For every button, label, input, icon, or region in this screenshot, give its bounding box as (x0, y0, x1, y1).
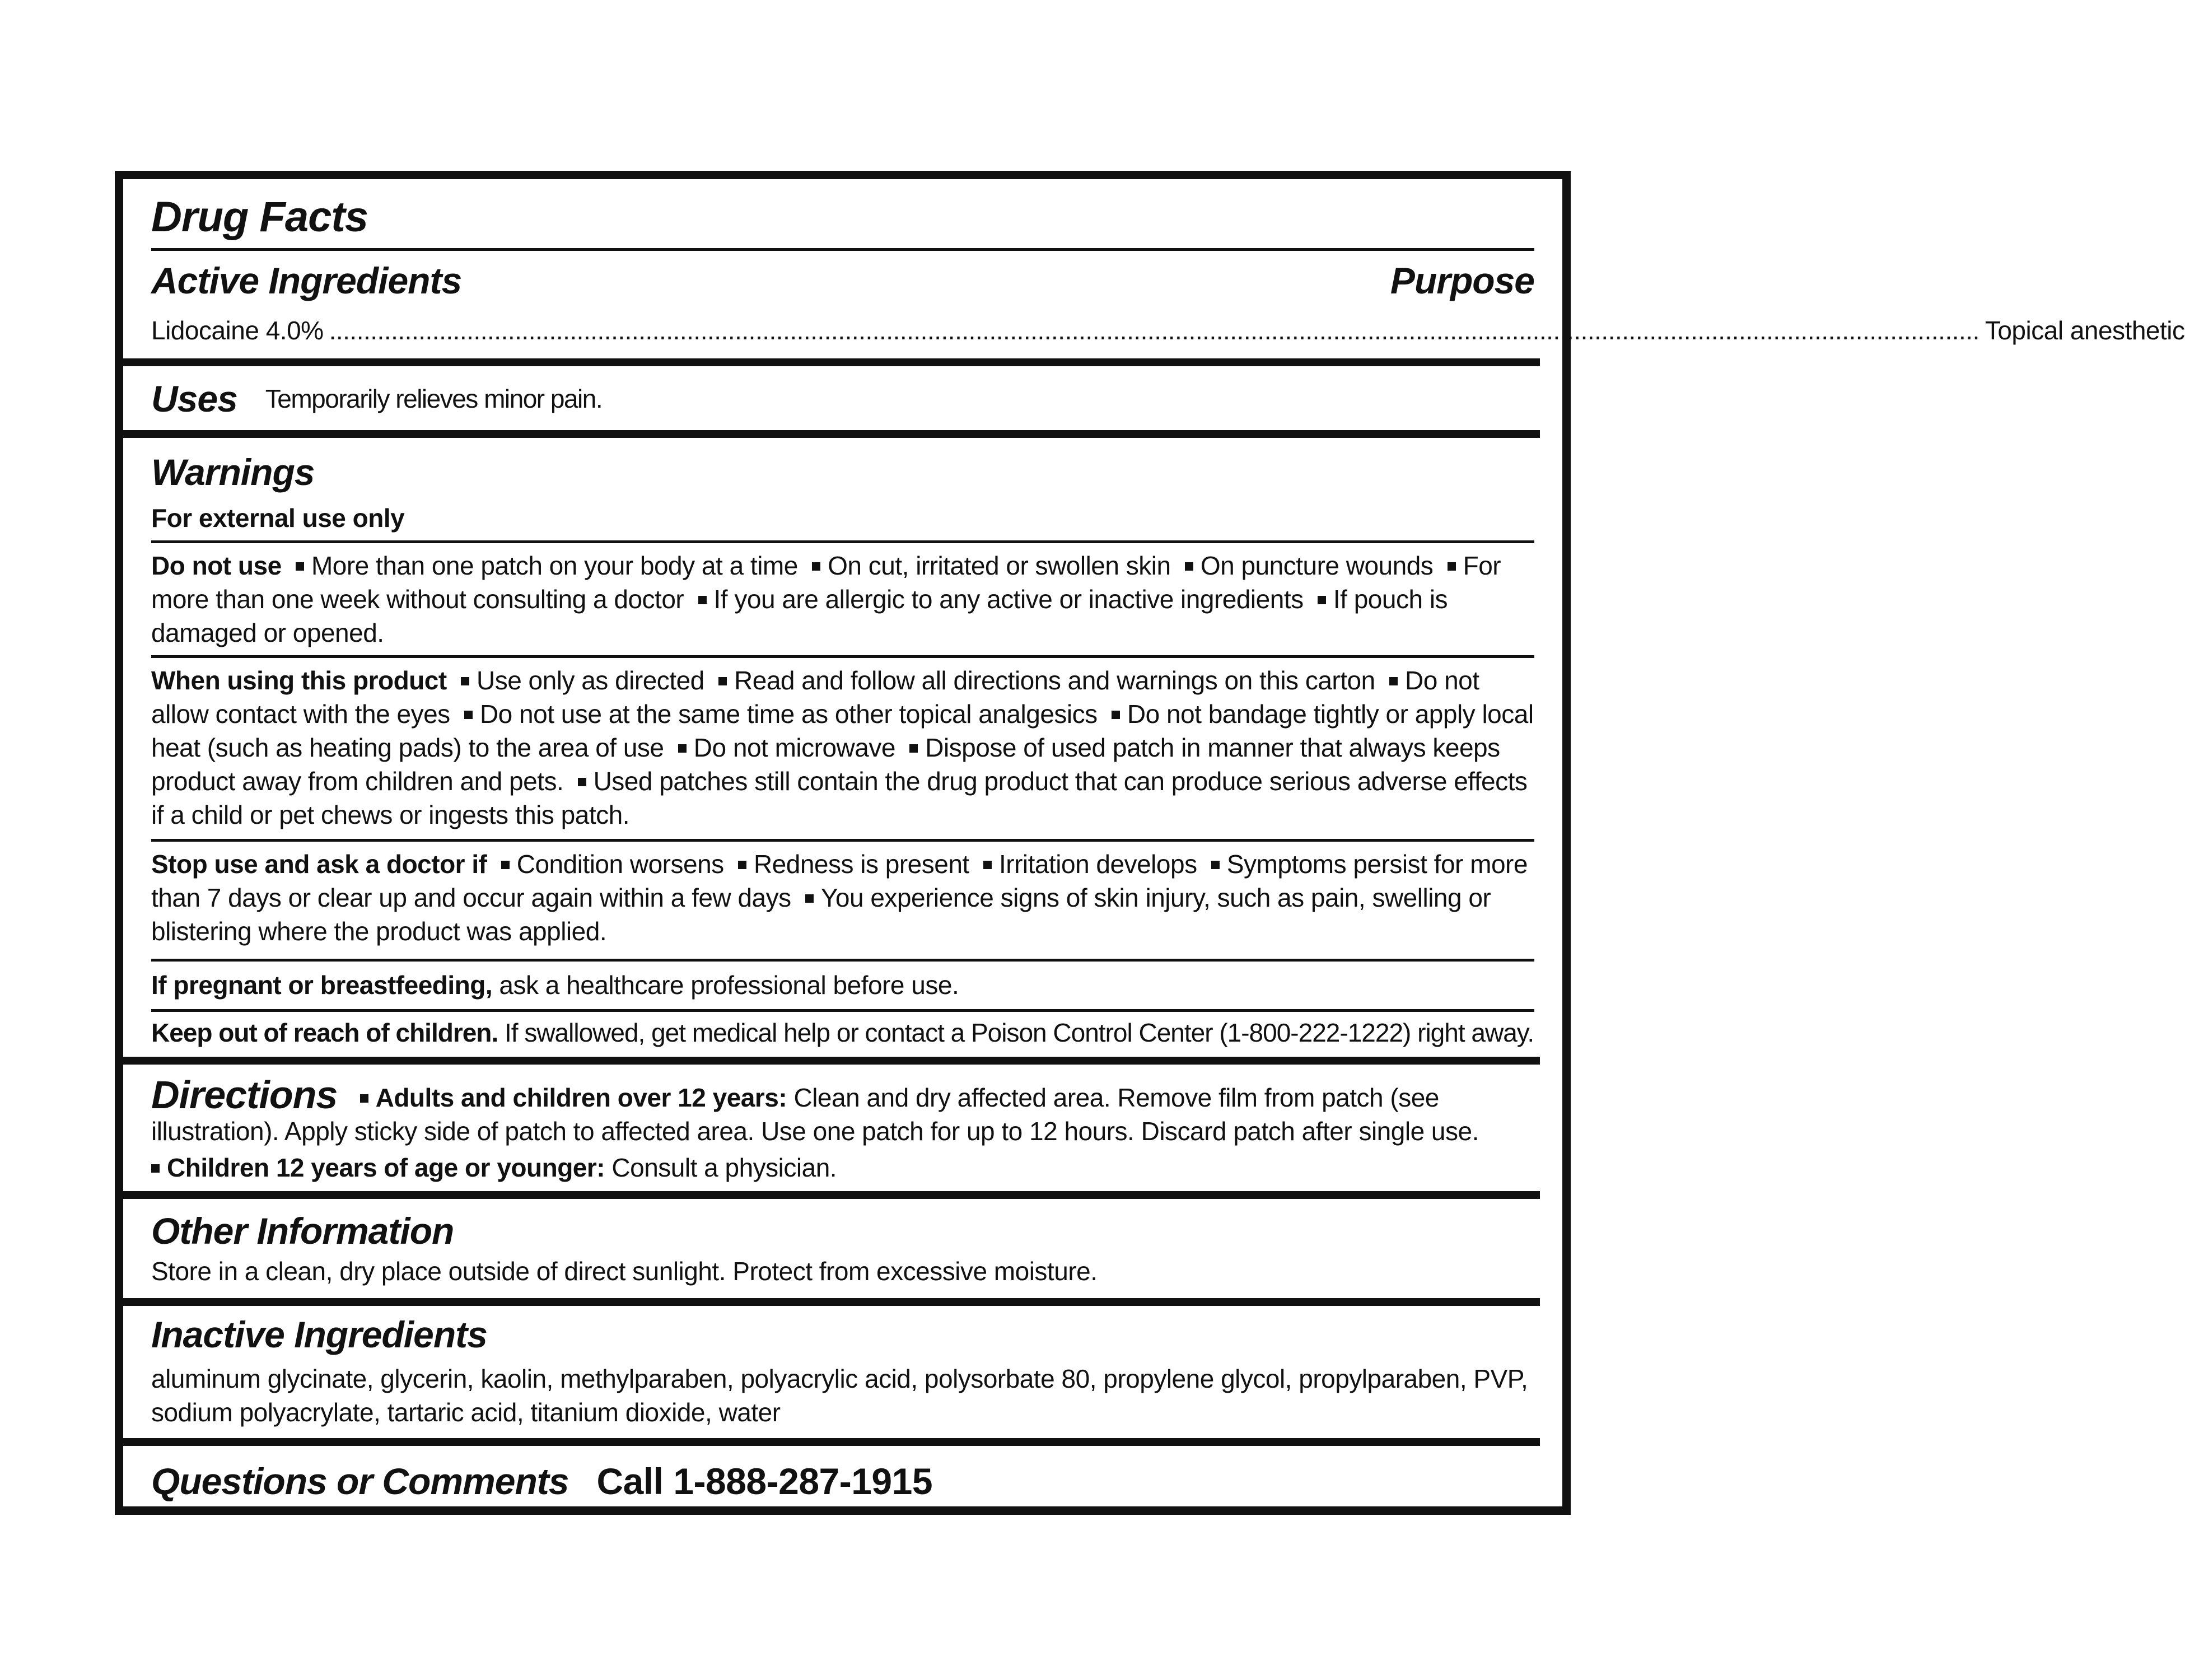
do-not-use-item: On cut, irritated or swollen skin (828, 551, 1171, 580)
bullet-icon (1448, 562, 1456, 571)
bullet-icon (812, 562, 820, 571)
bullet-icon (1112, 711, 1120, 719)
other-information-heading: Other Information (151, 1210, 454, 1252)
directions-children-text: Consult a physician. (611, 1153, 837, 1182)
bullet-icon (464, 711, 473, 719)
do-not-use-item: For more than one week without consulting a doctor (151, 551, 1501, 614)
bullet-icon (1389, 677, 1398, 685)
pregnant-text: ask a healthcare professional before use. (499, 970, 959, 1000)
inactive-ingredients-heading: Inactive Ingredients (151, 1314, 487, 1355)
directions-heading: Directions (151, 1073, 338, 1117)
stop-use-lead: Stop use and ask a doctor if (151, 850, 487, 879)
stop-use-item: Symptoms persist for more than 7 days or clear up and occur again within a few days (151, 850, 1528, 912)
bullet-icon (578, 778, 586, 786)
directions-children-lead: Children 12 years of age or younger: (167, 1153, 605, 1182)
section-divider (123, 1298, 1540, 1306)
active-ingredient-row (151, 314, 2185, 347)
bullet-icon (805, 894, 814, 903)
warnings-rule (151, 1009, 1534, 1012)
uses-heading: Uses (151, 378, 237, 419)
bullet-icon (738, 861, 746, 869)
dot-leader: ................................................................................................................................................................................................................................................ (329, 316, 1979, 345)
questions-phone: Call 1-888-287-1915 (596, 1460, 933, 1502)
bullet-icon (1211, 861, 1220, 869)
active-ingredient-name: Lidocaine 4.0% (151, 316, 324, 345)
do-not-use-block (151, 549, 1534, 650)
bullet-icon (698, 596, 707, 604)
drug-facts-content (151, 179, 2185, 1506)
directions-block (151, 1075, 1534, 1148)
warnings-heading: Warnings (151, 451, 315, 493)
uses-section (151, 376, 1534, 421)
drug-facts-panel (115, 171, 2185, 1515)
when-using-item: Do not allow contact with the eyes (151, 666, 1479, 729)
when-using-block (151, 664, 1534, 832)
keep-out-block (151, 1016, 1534, 1049)
when-using-lead: When using this product (151, 666, 447, 695)
do-not-use-item: If pouch is damaged or opened. (151, 585, 1448, 647)
do-not-use-item: On puncture wounds (1200, 551, 1434, 580)
active-ingredient-purpose: Topical anesthetic (1985, 316, 2185, 345)
do-not-use-lead: Do not use (151, 551, 282, 580)
warnings-rule (151, 540, 1534, 543)
bullet-icon (718, 677, 727, 685)
section-divider (123, 358, 1540, 366)
pregnant-block (151, 968, 1534, 1002)
when-using-item: Used patches still contain the drug product that can produce serious adverse effects if a child or pet chews or ingests this patch. (151, 767, 1528, 829)
stop-use-item: Irritation develops (998, 850, 1197, 879)
when-using-item: Read and follow all directions and warnings on this carton (734, 666, 1375, 695)
when-using-item: Dispose of used patch in manner that always keeps product away from children and pets. (151, 733, 1500, 796)
drug-facts-title: Drug Facts (151, 193, 368, 241)
active-ingredients-header (151, 262, 1534, 299)
stop-use-item: You experience signs of skin injury, such as pain, swelling or blistering where the product was applied. (151, 883, 1491, 946)
keep-out-lead: Keep out of reach of children. (151, 1018, 498, 1047)
keep-out-text: If swallowed, get medical help or contact a Poison Control Center (1-800-222-1222) right away. (504, 1018, 1534, 1047)
other-information-text: Store in a clean, dry place outside of direct sunlight. Protect from excessive moisture. (151, 1257, 1098, 1286)
inactive-ingredients-text: aluminum glycinate, glycerin, kaolin, methylparaben, polyacrylic acid, polysorbate 80, propylene glycol, propylparaben, PVP, sodium polyacrylate, tartaric acid, titanium dioxide, water (151, 1364, 1528, 1427)
bullet-icon (151, 1164, 160, 1173)
warnings-rule (151, 959, 1534, 962)
directions-adults-text: Clean and dry affected area. Remove film from patch (see illustration). Apply sticky side of patch to affected area. Use one patch for up to 12 hours. Discard patch after single use. (151, 1083, 1479, 1146)
directions-adults-lead: Adults and children over 12 years: (375, 1083, 787, 1112)
title-rule (151, 248, 1534, 251)
bullet-icon (1185, 562, 1193, 571)
bullet-icon (360, 1094, 368, 1103)
bullet-icon (296, 562, 304, 571)
section-divider (123, 1191, 1540, 1199)
warnings-rule (151, 655, 1534, 658)
bullet-icon (678, 744, 687, 753)
pregnant-lead: If pregnant or breastfeeding, (151, 970, 493, 1000)
when-using-item: Use only as directed (476, 666, 704, 695)
active-ingredients-heading: Active Ingredients (151, 260, 462, 301)
bullet-icon (461, 677, 469, 685)
when-using-item: Do not bandage tightly or apply local heat (such as heating pads) to the area of use (151, 699, 1534, 762)
stop-use-block (151, 847, 1534, 948)
questions-heading: Questions or Comments (151, 1460, 569, 1502)
stop-use-item: Condition worsens (516, 850, 724, 879)
uses-text: Temporarily relieves minor pain. (265, 384, 603, 413)
bullet-icon (909, 744, 918, 753)
when-using-item: Do not microwave (693, 733, 895, 762)
section-divider (123, 1057, 1540, 1065)
bullet-icon (1318, 596, 1326, 604)
directions-children-row (151, 1151, 1534, 1184)
when-using-item: Do not use at the same time as other topical analgesics (479, 699, 1098, 729)
questions-section (151, 1456, 1534, 1506)
do-not-use-item: More than one patch on your body at a time (311, 551, 798, 580)
stop-use-item: Redness is present (753, 850, 969, 879)
warnings-rule (151, 839, 1534, 842)
section-divider (123, 1438, 1540, 1446)
bullet-icon (501, 861, 510, 869)
do-not-use-item: If you are allergic to any active or inactive ingredients (713, 585, 1304, 614)
purpose-heading: Purpose (1390, 260, 1534, 301)
external-use-only: For external use only (151, 503, 405, 533)
section-divider (123, 430, 1540, 438)
bullet-icon (983, 861, 992, 869)
